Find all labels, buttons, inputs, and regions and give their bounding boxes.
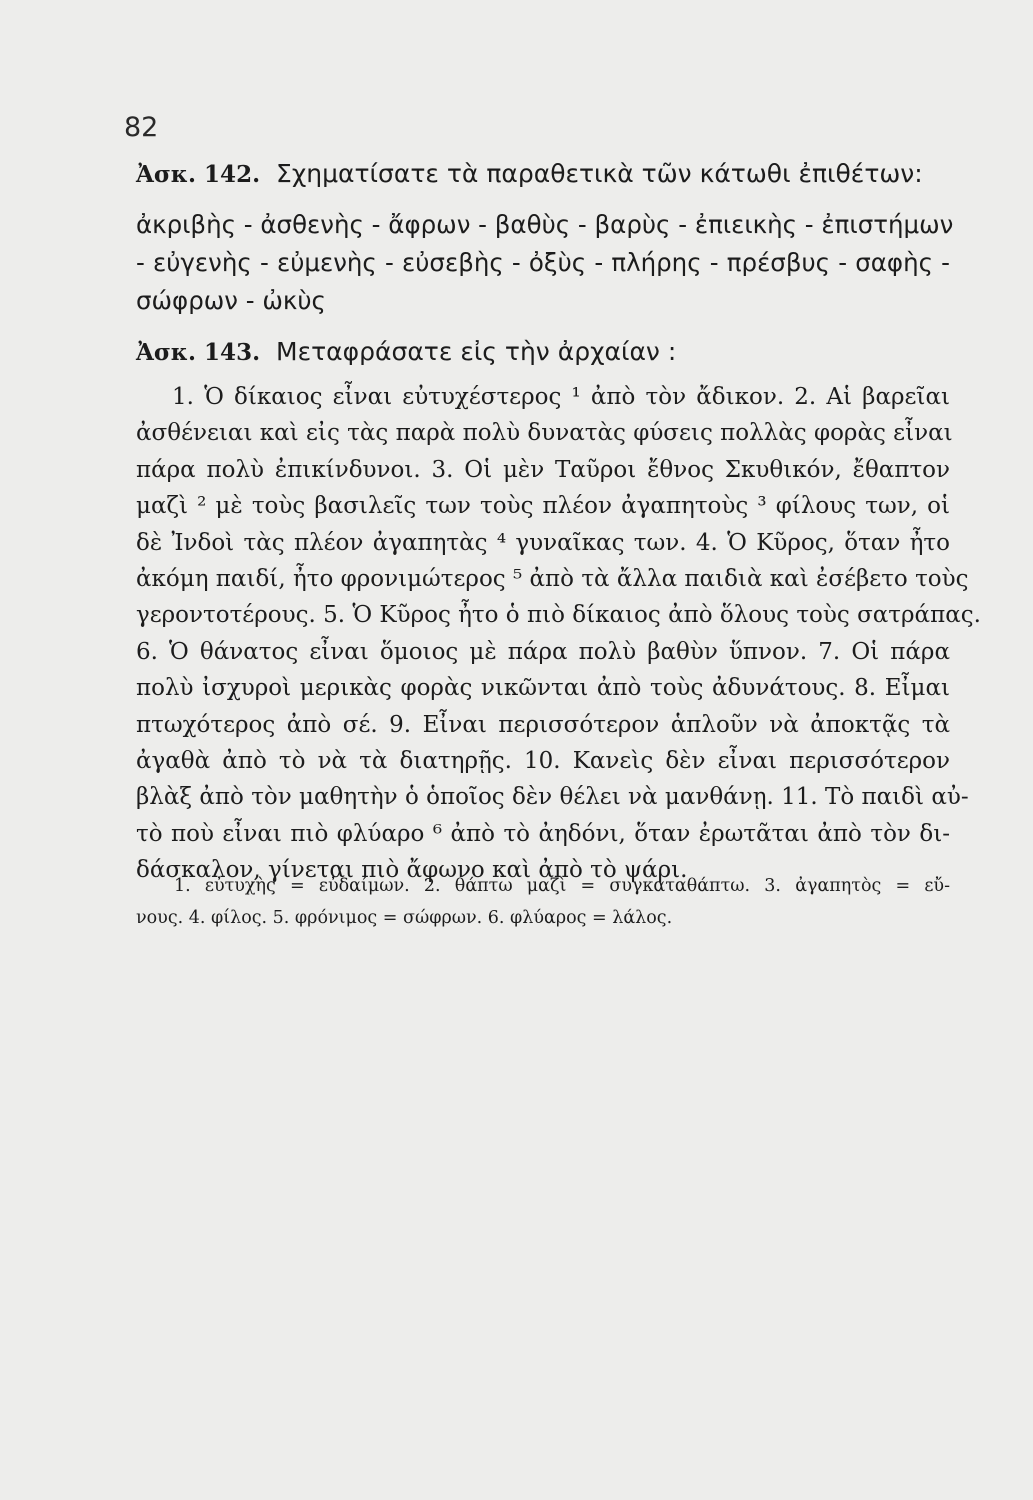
- text-line: βλὰξ ἀπὸ τὸν μαθητὴν ὁ ὁποῖος δὲν θέλει νὰ μανθάνῃ. 11. Τὸ παιδὶ αὐ-: [136, 784, 969, 811]
- word-list-line: - εὐγενὴς - εὐμενὴς - εὐσεβὴς - ὀξὺς - πλήρης - πρέσβυς - σαφὴς -: [136, 248, 950, 277]
- word-list-line: σώφρων - ὠκὺς: [136, 286, 326, 315]
- text-line: δάσκαλον, γίνεται πιὸ ἄφωνο καὶ ἀπὸ τὸ ψάρι.: [136, 857, 688, 884]
- page-number: 82: [124, 112, 159, 143]
- text-line: τὸ ποὺ εἶναι πιὸ φλύαρο ⁶ ἀπὸ τὸ ἀηδόνι, ὅταν ἐρωτᾶται ἀπὸ τὸν δι-: [136, 820, 950, 847]
- text-line: πάρα πολὺ ἐπικίνδυνοι. 3. Οἱ μὲν Ταῦροι ἔθνος Σκυθικόν, ἔθαπτον: [136, 456, 950, 483]
- word-list-line: ἀκριβὴς - ἀσθενὴς - ἄφρων - βαθὺς - βαρὺς - ἐπιεικὴς - ἐπιστήμων: [136, 210, 954, 239]
- text-line: γεροντοτέρους. 5. Ὁ Κῦρος ἦτο ὁ πιὸ δίκαιος ἀπὸ ὅλους τοὺς σατράπας.: [136, 602, 981, 629]
- text-line: ἀκόμη παιδί, ἦτο φρονιμώτερος ⁵ ἀπὸ τὰ ἄλλα παιδιὰ καὶ ἐσέβετο τοὺς: [136, 566, 969, 593]
- exercise-142-heading: [136, 159, 950, 188]
- exercise-143-text: [136, 379, 981, 889]
- exercise-142-instruction: Σχηματίσατε τὰ παραθετικὰ τῶν κάτωθι ἐπιθέτων:: [276, 159, 923, 188]
- footnote-line: 1. εὐτυχὴς = εὐδαίμων. 2. θάπτω μαζὶ = συγκαταθάπτω. 3. ἀγαπητὸς = εὔ-: [174, 876, 950, 896]
- text-line: δὲ Ἰνδοὶ τὰς πλέον ἀγαπητὰς ⁴ γυναῖκας των. 4. Ὁ Κῦρος, ὅταν ἦτο: [136, 529, 950, 556]
- text-line: 1. Ὁ δίκαιος εἶναι εὐτυχέστερος ¹ ἀπὸ τὸν ἄδικον. 2. Αἱ βαρεῖαι: [172, 384, 950, 410]
- footnotes: [136, 870, 950, 934]
- text-line: 6. Ὁ θάνατος εἶναι ὅμοιος μὲ πάρα πολὺ βαθὺν ὕπνον. 7. Οἱ πάρα: [136, 638, 950, 665]
- exercise-143-heading: [136, 337, 950, 366]
- exercise-143-label: Ἀσκ. 143.: [136, 339, 261, 366]
- text-line: ἀσθένειαι καὶ εἰς τὰς παρὰ πολὺ δυνατὰς φύσεις πολλὰς φορὰς εἶναι: [136, 420, 953, 447]
- text-line: πτωχότερος ἀπὸ σέ. 9. Εἶναι περισσότερον ἁπλοῦν νὰ ἀποκτᾷς τὰ: [136, 711, 950, 738]
- exercise-142-word-list: [136, 206, 954, 320]
- text-line: ἀγαθὰ ἀπὸ τὸ νὰ τὰ διατηρῇς. 10. Κανεὶς δὲν εἶναι περισσότερον: [136, 748, 950, 775]
- exercise-143-instruction: Μεταφράσατε εἰς τὴν ἀρχαίαν :: [276, 337, 677, 366]
- text-line: πολὺ ἰσχυροὶ μερικὰς φορὰς νικῶνται ἀπὸ τοὺς ἀδυνάτους. 8. Εἶμαι: [136, 675, 950, 702]
- exercise-142-label: Ἀσκ. 142.: [136, 161, 261, 188]
- text-line: μαζὶ ² μὲ τοὺς βασιλεῖς των τοὺς πλέον ἀγαπητοὺς ³ φίλους των, οἱ: [136, 493, 950, 520]
- footnote-line: νους. 4. φίλος. 5. φρόνιμος = σώφρων. 6. φλύαρος = λάλος.: [136, 908, 673, 928]
